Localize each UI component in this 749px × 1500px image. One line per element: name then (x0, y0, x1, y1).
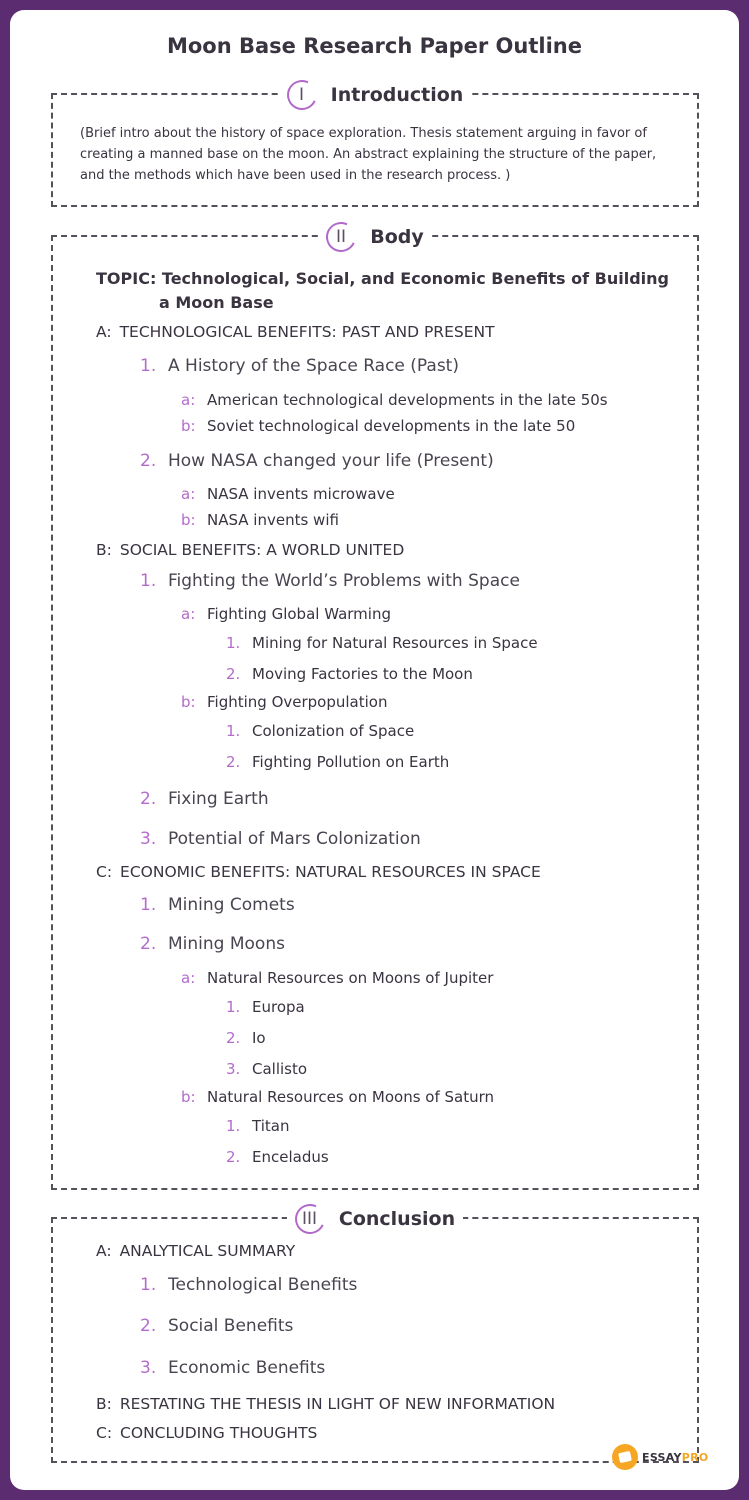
outline-subitem: a: NASA invents microwave (181, 485, 395, 503)
conclusion-section (51, 1208, 699, 1463)
body-section (51, 226, 699, 1190)
outline-item-b: B: SOCIAL BENEFITS: A WORLD UNITED (96, 541, 405, 559)
outline-subsubitem: 1. Titan (226, 1117, 290, 1135)
outline-item-2: 2. Fixing Earth (140, 789, 269, 809)
outline-subsubitem: 3. Callisto (226, 1060, 308, 1078)
roman-numeral-badge: I (282, 76, 320, 114)
outline-subitem: b: Fighting Overpopulation (181, 693, 388, 711)
outline-item-a: A: ANALYTICAL SUMMARY (96, 1242, 296, 1260)
outline-item-3: 3. Economic Benefits (140, 1358, 326, 1378)
topic-line: TOPIC: Technological, Social, and Economic Benefits of Building (96, 269, 670, 288)
outline-item-2: 2. Social Benefits (140, 1316, 294, 1336)
outline-subsubitem: 2. Moving Factories to the Moon (226, 665, 473, 683)
section-heading: Introduction (330, 84, 464, 106)
essaypro-logo (612, 1444, 709, 1470)
intro-paragraph: (Brief intro about the history of space exploration. Thesis statement arguing in favor of creating a manned base on the moon. An abstract explaining the structure of the paper, and the methods which have been used in the research process. ) (80, 126, 657, 183)
outline-item-2: 2. How NASA changed your life (Present) (140, 451, 494, 471)
introduction-section (51, 84, 699, 207)
section-heading: Body (370, 226, 424, 248)
outline-subsubitem: 1. Europa (226, 998, 305, 1016)
logo-text-accent: PRO (681, 1450, 709, 1464)
outline-item-1: 1. Technological Benefits (140, 1275, 358, 1295)
outline-subitem: b: Natural Resources on Moons of Saturn (181, 1088, 495, 1106)
outline-item-c: C: ECONOMIC BENEFITS: NATURAL RESOURCES IN SPACE (96, 863, 541, 881)
outline-subitem: a: American technological developments in the late 50s (181, 391, 608, 409)
outline-item-2: 2. Mining Moons (140, 934, 285, 954)
outline-item-c: C: CONCLUDING THOUGHTS (96, 1424, 318, 1442)
outline-item-1: 1. A History of the Space Race (Past) (140, 356, 459, 376)
outline-item-a: A: TECHNOLOGICAL BENEFITS: PAST AND PRESENT (96, 323, 495, 341)
outline-subsubitem: 2. Io (226, 1029, 266, 1047)
outline-subsubitem: 2. Fighting Pollution on Earth (226, 753, 450, 771)
outline-subitem: a: Natural Resources on Moons of Jupiter (181, 969, 494, 987)
roman-numeral-badge: II (322, 218, 360, 256)
essay-logo-icon (612, 1444, 638, 1470)
outline-subitem: a: Fighting Global Warming (181, 605, 391, 623)
outline-subsubitem: 1. Colonization of Space (226, 722, 415, 740)
outline-subsubitem: 1. Mining for Natural Resources in Space (226, 634, 538, 652)
outline-subitem: b: Soviet technological developments in the late 50 (181, 417, 576, 435)
outline-subsubitem: 2. Enceladus (226, 1148, 329, 1166)
outline-subitem: b: NASA invents wifi (181, 511, 339, 529)
outline-item-b: B: RESTATING THE THESIS IN LIGHT OF NEW INFORMATION (96, 1395, 556, 1413)
roman-numeral-badge: III (291, 1200, 329, 1238)
outline-item-1: 1. Fighting the World’s Problems with Space (140, 571, 520, 591)
page-title: Moon Base Research Paper Outline (166, 34, 582, 58)
section-heading: Conclusion (338, 1208, 456, 1230)
topic-line-continued: a Moon Base (159, 293, 274, 312)
outline-item-1: 1. Mining Comets (140, 895, 295, 915)
outline-item-3: 3. Potential of Mars Colonization (140, 829, 421, 849)
logo-text: ESSAY (642, 1450, 682, 1464)
